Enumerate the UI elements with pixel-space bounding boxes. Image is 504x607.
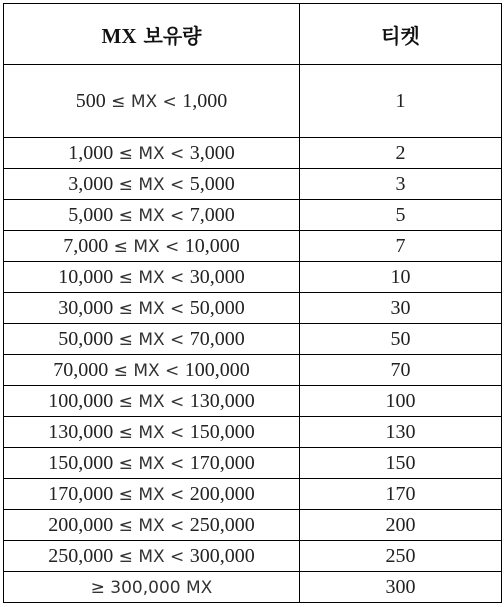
ticket-count-cell: 7 — [300, 231, 502, 262]
range-upper: 7,000 — [189, 203, 235, 226]
ticket-count-cell: 100 — [300, 386, 502, 417]
ticket-count-cell: 170 — [300, 479, 502, 510]
table-row — [4, 386, 502, 417]
range-lower: 500 — [75, 89, 106, 112]
ticket-count-cell: 1 — [300, 65, 502, 138]
range-upper: 30,000 — [189, 265, 245, 288]
mx-ticket-table — [3, 3, 502, 603]
mx-range-cell — [4, 324, 300, 355]
range-upper: 300,000 — [189, 544, 255, 567]
header-mx-holdings — [4, 4, 300, 65]
ticket-count-cell: 30 — [300, 293, 502, 324]
range-lower: 3,000 — [68, 172, 114, 195]
range-operator: ≤ MX < — [113, 484, 190, 505]
table-row — [4, 138, 502, 169]
ticket-count-cell: 300 — [300, 572, 502, 603]
range-lower: 7,000 — [63, 234, 109, 257]
mx-range-cell — [4, 541, 300, 572]
mx-range-cell — [4, 386, 300, 417]
ticket-count-cell: 250 — [300, 541, 502, 572]
range-upper: 3,000 — [189, 141, 235, 164]
header-row — [4, 4, 502, 65]
range-upper: 200,000 — [189, 482, 255, 505]
mx-range-cell — [4, 448, 300, 479]
range-lower: 70,000 — [53, 358, 109, 381]
table-row — [4, 448, 502, 479]
mx-range-cell — [4, 200, 300, 231]
table-row — [4, 200, 502, 231]
mx-range-cell — [4, 138, 300, 169]
range-operator: ≤ MX < — [108, 236, 185, 257]
range-operator: ≤ MX < — [113, 298, 190, 319]
range-lower: 30,000 — [58, 296, 114, 319]
range-operator: ≤ MX < — [113, 422, 190, 443]
range-operator: ≤ MX < — [105, 91, 183, 112]
ticket-count-cell: 10 — [300, 262, 502, 293]
range-upper: 50,000 — [189, 296, 245, 319]
range-upper: 100,000 — [184, 358, 250, 381]
range-operator: ≤ MX < — [113, 515, 190, 536]
mx-range-cell — [4, 169, 300, 200]
range-lower: 50,000 — [58, 327, 114, 350]
table-row — [4, 231, 502, 262]
range-operator: ≤ MX < — [113, 174, 190, 195]
range-operator: ≤ MX < — [113, 453, 190, 474]
range-lower: 250,000 — [48, 544, 114, 567]
range-upper: 10,000 — [184, 234, 240, 257]
mx-range-cell — [4, 65, 300, 138]
ticket-count-cell: 70 — [300, 355, 502, 386]
table-row — [4, 169, 502, 200]
table-row — [4, 510, 502, 541]
header-mx-prefix: MX — [101, 23, 137, 48]
table-row — [4, 572, 502, 603]
table-row — [4, 417, 502, 448]
header-tickets: 티켓 — [300, 4, 502, 65]
range-lower: 100,000 — [48, 389, 114, 412]
range-lower: 170,000 — [48, 482, 114, 505]
ticket-count-cell: 200 — [300, 510, 502, 541]
table-row — [4, 355, 502, 386]
range-operator: ≤ MX < — [108, 360, 185, 381]
mx-range-cell — [4, 262, 300, 293]
mx-range-cell — [4, 417, 300, 448]
range-upper: 5,000 — [189, 172, 235, 195]
ticket-count-cell: 2 — [300, 138, 502, 169]
range-upper: 1,000 — [182, 89, 228, 112]
range-operator: ≤ MX < — [113, 267, 190, 288]
header-mx-suffix: 보유량 — [136, 23, 202, 48]
table-row — [4, 293, 502, 324]
range-operator: ≤ MX < — [113, 205, 190, 226]
range-lower: 5,000 — [68, 203, 114, 226]
mx-range-cell — [4, 479, 300, 510]
range-operator: ≤ MX < — [113, 546, 190, 567]
range-upper: 150,000 — [189, 420, 255, 443]
mx-range-cell — [4, 510, 300, 541]
ticket-count-cell: 130 — [300, 417, 502, 448]
mx-range-cell — [4, 355, 300, 386]
mx-range-cell — [4, 572, 300, 603]
table-row — [4, 262, 502, 293]
range-upper: 170,000 — [189, 451, 255, 474]
range-lower: 150,000 — [48, 451, 114, 474]
table-row — [4, 65, 502, 138]
ticket-count-cell: 50 — [300, 324, 502, 355]
range-operator: ≤ MX < — [113, 329, 190, 350]
range-upper: 130,000 — [189, 389, 255, 412]
range-operator: ≤ MX < — [113, 143, 190, 164]
range-operator: ≥ 300,000 MX — [90, 577, 213, 598]
range-upper: 250,000 — [189, 513, 255, 536]
ticket-count-cell: 3 — [300, 169, 502, 200]
ticket-count-cell: 150 — [300, 448, 502, 479]
range-lower: 10,000 — [58, 265, 114, 288]
range-upper: 70,000 — [189, 327, 245, 350]
range-lower: 200,000 — [48, 513, 114, 536]
table-row — [4, 324, 502, 355]
mx-range-cell — [4, 231, 300, 262]
range-lower: 1,000 — [68, 141, 114, 164]
range-operator: ≤ MX < — [113, 391, 190, 412]
table-row — [4, 541, 502, 572]
mx-range-cell — [4, 293, 300, 324]
ticket-count-cell: 5 — [300, 200, 502, 231]
range-lower: 130,000 — [48, 420, 114, 443]
table-row — [4, 479, 502, 510]
